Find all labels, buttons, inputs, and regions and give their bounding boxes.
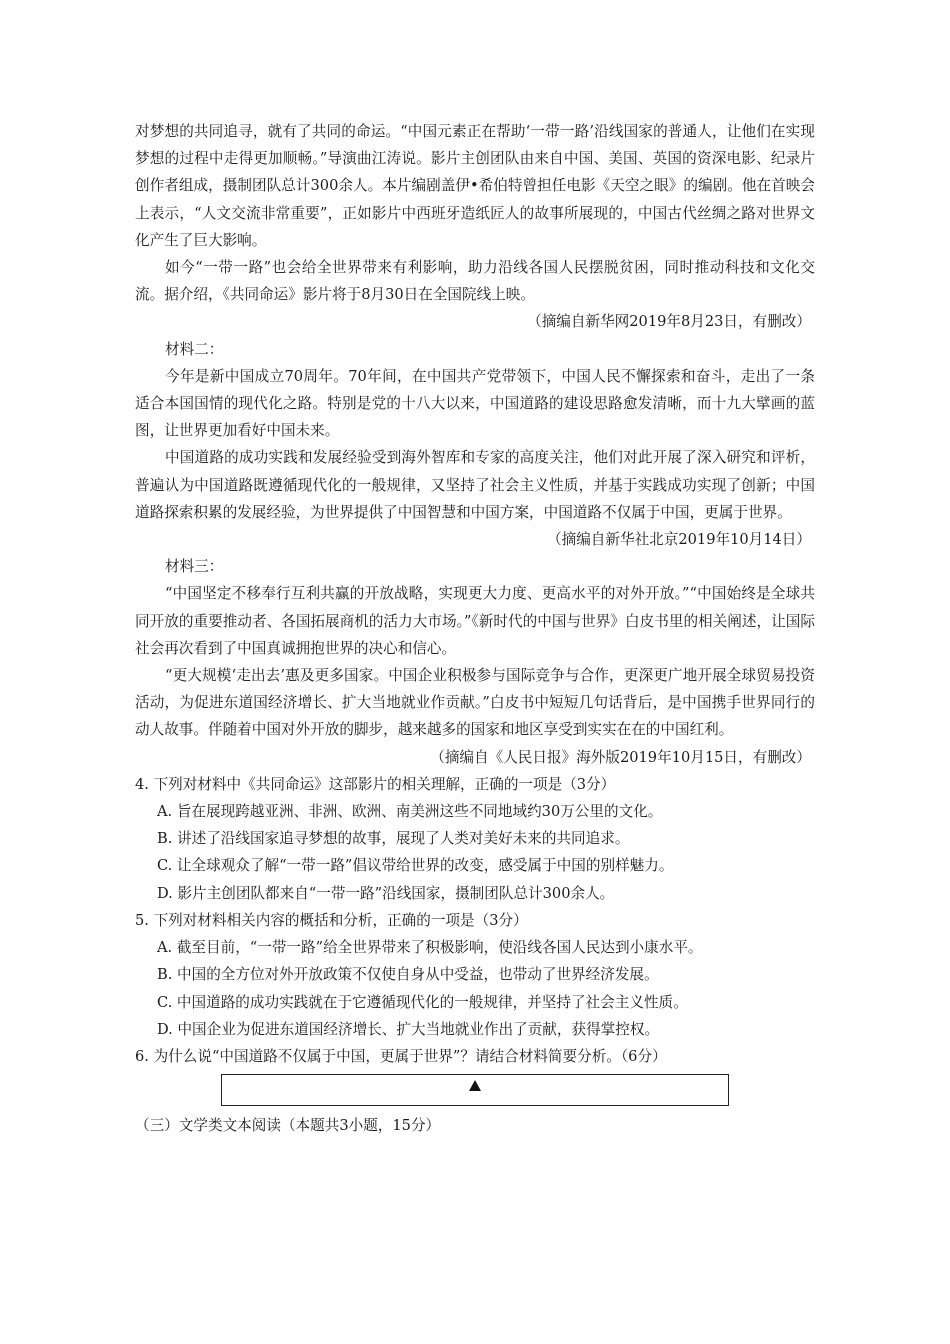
question-4-option-d: D. 影片主创团队都来自“一带一路”沿线国家，摄制团队总计300余人。 [157,884,615,902]
question-4-option-b: B. 讲述了沿线国家追寻梦想的故事，展现了人类对美好未来的共同追求。 [157,830,630,848]
material2-source: （摘编自新华社北京2019年10月14日） [547,531,811,549]
triangle-icon [469,1080,481,1091]
material3-source: （摘编自《人民日报》海外版2019年10月15日，有删改） [430,748,811,766]
material1-paragraph-2: 如今“一带一路”也会给全世界带来有利影响，助力沿线各国人民摆脱贫困，同时推动科技和文化交流。据介绍，《共同命运》影片将于8月30日在全国院线上映。 [135,259,815,304]
question-5-option-a: A. 截至目前，“一带一路”给全世界带来了积极影响，使沿线各国人民达到小康水平。 [157,939,703,957]
material3-paragraph-1: “中国坚定不移奉行互利共赢的开放战略，实现更大力度、更高水平的对外开放。”“中国始终是全球共同开放的重要推动者、各国拓展商机的活力大市场。”《新时代的中国与世界》白皮书里的相关阐述，让国际社会再次看到了中国真诚拥抱世界的决心和信心。 [135,585,815,657]
material3-paragraph-2: “更大规模‘走出去’惠及更多国家。中国企业积极参与国际竞争与合作，更深更广地开展全球贸易投资活动，为促进东道国经济增长、扩大当地就业作贡献。”白皮书中短短几句话背后，是中国携手世界同行的动人故事。伴随着中国对外开放的脚步，越来越多的国家和地区享受到实实在在的中国红利。 [135,667,815,739]
question-5-option-d: D. 中国企业为促进东道国经济增长、扩大当地就业作出了贡献，获得掌控权。 [157,1020,660,1038]
material3-label: 材料三： [165,558,224,576]
question-5-stem: 5. 下列对材料相关内容的概括和分析，正确的一项是（3分） [135,911,528,929]
material2-paragraph-1: 今年是新中国成立70周年。70年间，在中国共产党带领下，中国人民不懈探索和奋斗，走出了一条适合本国国情的现代化之路。特别是党的十八大以来，中国道路的建设思路愈发清晰，而十九大擘画的蓝图，让世界更加看好中国未来。 [135,367,815,440]
material2-label: 材料二： [165,340,224,358]
section-3-heading: （三）文学类文本阅读（本题共3小题，15分） [135,1117,441,1135]
question-4-stem: 4. 下列对材料中《共同命运》这部影片的相关理解，正确的一项是（3分） [135,775,616,793]
material1-paragraph-1: 对梦想的共同追寻，就有了共同的命运。“中国元素正在帮助‘一带一路’沿线国家的普通人，让他们在实现梦想的过程中走得更加顺畅。”导演曲江涛说。影片主创团队由来自中国、美国、英国的资深电影、纪录片创作者组成，摄制团队总计300余人。本片编剧盖伊•希伯特曾担任电影《天空之眼》的编剧。他在首映会上表示，“人文交流非常重要”，正如影片中西班牙造纸匠人的故事所展现的，中国古代丝绸之路对世界文化产生了巨大影响。 [135,123,815,249]
answer-box[interactable] [221,1074,729,1106]
question-5-option-b: B. 中国的全方位对外开放政策不仅使自身从中受益，也带动了世界经济发展。 [157,966,659,984]
question-6-stem: 6. 为什么说“中国道路不仅属于中国，更属于世界”？请结合材料简要分析。（6分） [135,1047,667,1065]
material2-paragraph-2: 中国道路的成功实践和发展经验受到海外智库和专家的高度关注，他们对此开展了深入研究和评析，普遍认为中国道路既遵循现代化的一般规律，又坚持了社会主义性质，并基于实践成功实现了创新；中国道路探索积累的发展经验，为世界提供了中国智慧和中国方案，中国道路不仅属于中国，更属于世界。 [135,449,815,521]
question-5-option-c: C. 中国道路的成功实践就在于它遵循现代化的一般规律，并坚持了社会主义性质。 [157,993,688,1011]
material1-source: （摘编自新华网2019年8月23日，有删改） [527,313,811,331]
question-4-option-c: C. 让全球观众了解“一带一路”倡议带给世界的改变，感受属于中国的别样魅力。 [157,857,674,875]
document-page [135,118,815,1139]
question-4-option-a: A. 旨在展现跨越亚洲、非洲、欧洲、南美洲这些不同地域约30万公里的文化。 [157,803,663,821]
